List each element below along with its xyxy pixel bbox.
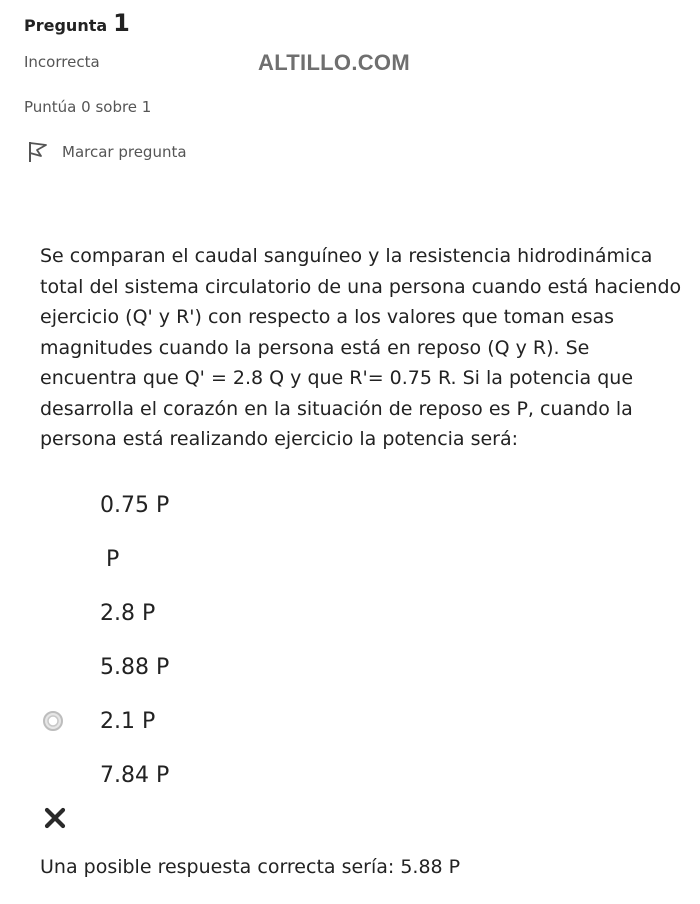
correct-answer-feedback: Una posible respuesta correcta sería: 5.88 P bbox=[40, 856, 461, 878]
answer-label: 7.84 P bbox=[100, 762, 170, 788]
question-title bbox=[24, 9, 130, 37]
answer-label: 2.1 P bbox=[100, 708, 156, 734]
selected-radio-button[interactable] bbox=[42, 710, 64, 732]
flag-question-button[interactable] bbox=[26, 140, 187, 164]
flag-icon bbox=[26, 140, 50, 164]
question-state: Incorrecta bbox=[24, 53, 100, 71]
answer-label: 5.88 P bbox=[100, 654, 170, 680]
question-label: Pregunta bbox=[24, 16, 108, 35]
answer-option[interactable] bbox=[40, 640, 440, 694]
incorrect-x-icon bbox=[43, 806, 67, 830]
answer-option[interactable] bbox=[40, 586, 440, 640]
answer-label: P bbox=[106, 546, 120, 572]
question-grade: Puntúa 0 sobre 1 bbox=[24, 98, 152, 116]
flag-question-label: Marcar pregunta bbox=[62, 143, 187, 161]
question-number: 1 bbox=[113, 9, 130, 37]
answer-option-selected[interactable] bbox=[40, 694, 440, 748]
answer-label: 0.75 P bbox=[100, 492, 170, 518]
answer-list bbox=[40, 478, 440, 802]
answer-option[interactable] bbox=[40, 532, 440, 586]
watermark: ALTILLO.COM bbox=[258, 50, 410, 75]
answer-option[interactable] bbox=[40, 748, 440, 802]
answer-option[interactable] bbox=[40, 478, 440, 532]
answer-label: 2.8 P bbox=[100, 600, 156, 626]
question-text: Se comparan el caudal sanguíneo y la resistencia hidrodinámica total del sistema circulatorio de una persona cuando está haciendo ejercicio (Q' y R') con respecto a los valores que toman esas magnitudes cuando la persona está en reposo (Q y R). Se encuentra que Q' = 2.8 Q y que R'= 0.75 R. Si la potencia que desarrolla el corazón en la situación de reposo es P, cuando la persona está realizando ejercicio la potencia será: bbox=[40, 245, 682, 450]
